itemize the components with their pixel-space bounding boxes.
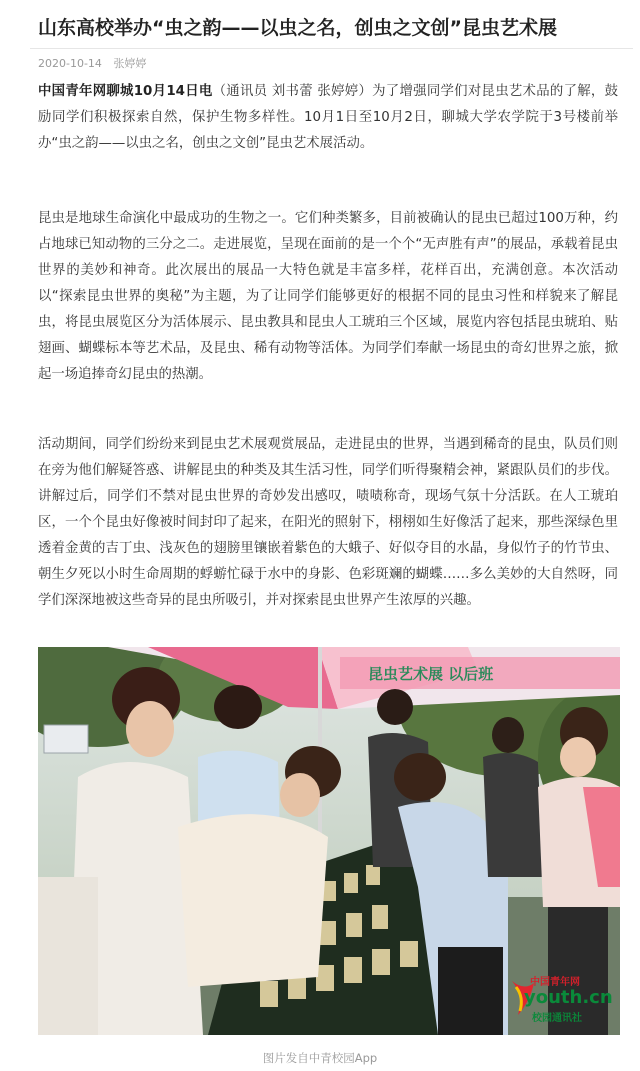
article-meta [38,55,154,71]
lead-paragraph [38,79,618,157]
lead-text: （通讯员 刘书蕾 张婷婷）为了增强同学们对昆虫艺术品的了解，鼓励同学们积极探索自然，保护生物多样性。10月1日至10月2日，聊城大学农学院于3号楼前举办“虫之韵——以虫之名，创虫之文创”昆虫艺术展活动。 [38,84,618,151]
watermark-sub: 校园通讯社 [532,1013,582,1024]
dateline: 中国青年网聊城10月14日电 [38,84,213,99]
article-title: 山东高校举办“虫之韵——以虫之名，创虫之文创”昆虫艺术展 [38,17,557,39]
watermark-brand: 中国青年网 [530,977,580,988]
paragraph-2: 昆虫是地球生命演化中最成功的生物之一。它们种类繁多，目前被确认的昆虫已超过100万种，约占地球已知动物的三分之二。走进展览，呈现在面前的是一个个“无声胜有声”的展品，承载着昆虫世界的美妙和神奇。此次展出的展品一大特色就是丰富多样，花样百出，充满创意。本次活动以“探索昆虫世界的奥秘”为主题，为了让同学们能够更好的根据不同的昆虫习性和样貌来了解昆虫，将昆虫展览区分为活体展示、昆虫教具和昆虫人工琥珀三个区域，展览内容包括昆虫琥珀、贴翅画、蝴蝶标本等艺术品，及昆虫、稀有动物等活体。为同学们奉献一场昆虫的奇幻世界之旅，掀起一场追捧奇幻昆虫的热潮。 [38,211,618,382]
youth-cn-watermark [510,967,613,1025]
paragraph-3: 活动期间，同学们纷纷来到昆虫艺术展观赏展品，走进昆虫的世界，当遇到稀奇的昆虫，队员们则在旁为他们解疑答惑、讲解昆虫的种类及其生活习性，同学们听得聚精会神，紧跟队员们的步伐。讲解过后，同学们不禁对昆虫世界的奇妙发出感叹，啧啧称奇，现场气氛十分活跃。在人工琥珀区，一个个昆虫好像被时间封印了起来，在阳光的照射下，栩栩如生好像活了起来，那些深绿色里透着金黄的吉丁虫、浅灰色的翅膀里镶嵌着紫色的大蛾子、好似夺目的水晶，身似竹子的竹节虫、朝生夕死以小时生命周期的蜉蝣忙碌于水中的身影、色彩斑斓的蝴蝶……多么美妙的大自然呀，同学们深深地被这些奇异的昆虫所吸引，并对探索昆虫世界产生浓厚的兴趣。 [38,437,618,608]
author-name: 张婷婷 [113,57,147,70]
photo-caption: 图片发自中青校园App [262,1051,378,1065]
event-photo [38,647,620,1035]
watermark-site: youth.cn [524,987,613,1008]
publish-date: 2020-10-14 [38,57,102,70]
title-divider [30,48,633,49]
banner-text: 昆虫艺术展 以后班 [368,665,494,683]
